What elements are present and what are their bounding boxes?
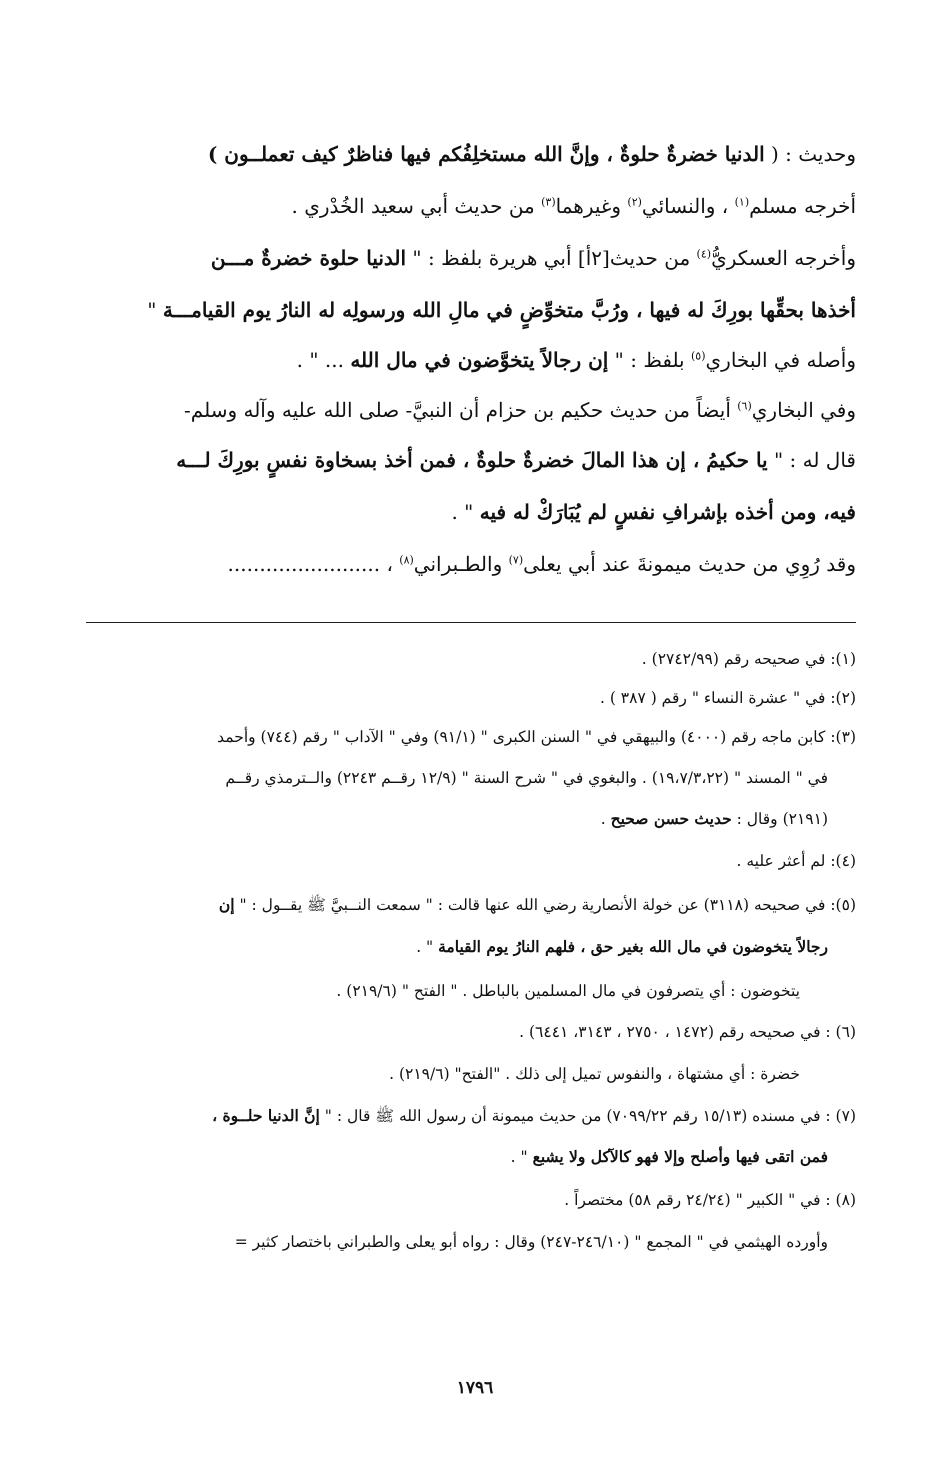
body-line-7: قال له : " يا حكيمُ ، إن هذا المالَ خضرةٌ حلوةٌ ، فمن أخذ بسخاوة نفسٍ بورِكَ لـــه bbox=[176, 448, 856, 472]
footnote-ref[interactable]: (١) bbox=[734, 195, 750, 209]
body-line-3: وأخرجه العسكريُّ$^{(٤)}$ من حديث[٢أ] أبي هريرة بلفظ : " الدنيا حلوة خضرةٌ مـــن bbox=[210, 246, 856, 270]
footnote-6-gloss: خضرة : أي مشتهاة ، والنفوس تميل إلى ذلك . "الفتح" (٢١٩/٦) . bbox=[389, 1065, 800, 1083]
footnote-ref[interactable]: (٤) bbox=[696, 247, 712, 261]
footnote-3-cont-1: في " المسند " (١٩،٧/٣،٢٢) . والبغوي في " شرح السنة " (١٢/٩ رقــم ٢٢٤٣) والــترمذي رقــم bbox=[225, 769, 828, 787]
footnote-separator bbox=[86, 622, 856, 623]
footnote-3-cont-2: (٢١٩١) وقال : حديث حسن صحيح . bbox=[600, 809, 828, 828]
body-line-1: وحديث : ( الدنيا خضرةٌ حلوةٌ ، وإنَّ الله مستخلِفُكم فيها فناظرٌ كيف تعملــون ) bbox=[207, 142, 856, 166]
body-line-2: أخرجه مسلم$^{(١)}$ ، والنسائي$^{(٢)}$ وغيرهما$^{(٣)}$ من حديث أبي سعيد الخُدْري . bbox=[291, 194, 856, 218]
body-line-8: فيه، ومن أخذه بإشرافِ نفسٍ لم يُبَارَكْ له فيه " . bbox=[451, 500, 856, 524]
footnote-ref[interactable]: (٢) bbox=[627, 195, 642, 209]
footnote-4: (٤): لم أعثر عليه . bbox=[736, 852, 856, 870]
footnote-2: (٢): في " عشرة النساء " رقم ( ٣٨٧ ) . bbox=[599, 689, 856, 707]
footnote-5: (٥): في صحيحه (٣١١٨) عن خولة الأنصارية رضي الله عنها قالت : " سمعت النــبيَّ ﷺ يقــول : " إن bbox=[218, 895, 856, 914]
body-line-6: وفي البخاري$^{(٦)}$ أيضاً من حديث حكيم بن حزام أن النبيَّ- صلى الله عليه وآله وسلم- bbox=[184, 398, 856, 422]
footnote-7-cont: فمن اتقى فيها وأصلح وإلا فهو كالآكل ولا يشبع " . bbox=[510, 1147, 828, 1166]
body-line-5: وأصله في البخاري$^{(٥)}$ بلفظ : " إن رجالاً يتخوَّضون في مال الله ... " . bbox=[296, 348, 856, 372]
footnote-5-cont: رجالاً يتخوضون في مال الله بغير حق ، فلهم النارُ يوم القيامة " . bbox=[416, 937, 828, 956]
footnote-ref[interactable]: (٣) bbox=[541, 195, 556, 209]
footnote-7: (٧) : في مسنده (١٥/١٣ رقم ٧٠٩٩/٢٢) من حديث ميمونة أن رسول الله ﷺ قال : " إنَّ الدنيا حلــوة ، bbox=[212, 1106, 856, 1125]
footnote-6: (٦) : في صحيحه رقم (١٤٧٢ ، ٢٧٥٠ ، ٣١٤٣، ٦٤٤١) . bbox=[519, 1023, 856, 1041]
footnote-ref[interactable]: (٥) bbox=[690, 349, 706, 363]
footnote-8: (٨) : في " الكبير " (٢٤/٢٤ رقم ٥٨) مختصراً . bbox=[564, 1191, 856, 1209]
footnote-8-cont: وأورده الهيثمي في " المجمع " (٢٤٦/١٠-٢٤٧) وقال : رواه أبو يعلى والطبراني باختصار كثير = bbox=[234, 1233, 828, 1251]
footnote-ref[interactable]: (٦) bbox=[737, 399, 752, 413]
body-line-4: أخذها بحقِّها بورِكَ له فيها ، ورُبَّ متخوِّضٍ في مالِ الله ورسولِه له النارُ يوم القيامـــة " bbox=[147, 298, 856, 322]
footnote-5-gloss: يتخوضون : أي يتصرفون في مال المسلمين بالباطل . " الفتح " (٢١٩/٦) . bbox=[336, 982, 800, 1000]
footnote-1: (١): في صحيحه رقم (٢٧٤٢/٩٩) . bbox=[641, 650, 856, 668]
body-line-9: وقد رُوِي من حديث ميمونةَ عند أبي يعلى$^{(٧)}$ والطـبراني$^{(٨)}$ ، ........................ bbox=[227, 552, 856, 576]
footnote-3: (٣): كابن ماجه رقم (٤٠٠٠) والبيهقي في " السنن الكبرى " (٩١/١) وفي " الآداب " رقم (٧٤٤) وأحمد bbox=[217, 728, 856, 746]
page-number: ١٧٩٦ bbox=[456, 1378, 494, 1398]
footnote-ref[interactable]: (٧) bbox=[508, 553, 524, 567]
footnote-ref[interactable]: (٨) bbox=[399, 553, 414, 567]
